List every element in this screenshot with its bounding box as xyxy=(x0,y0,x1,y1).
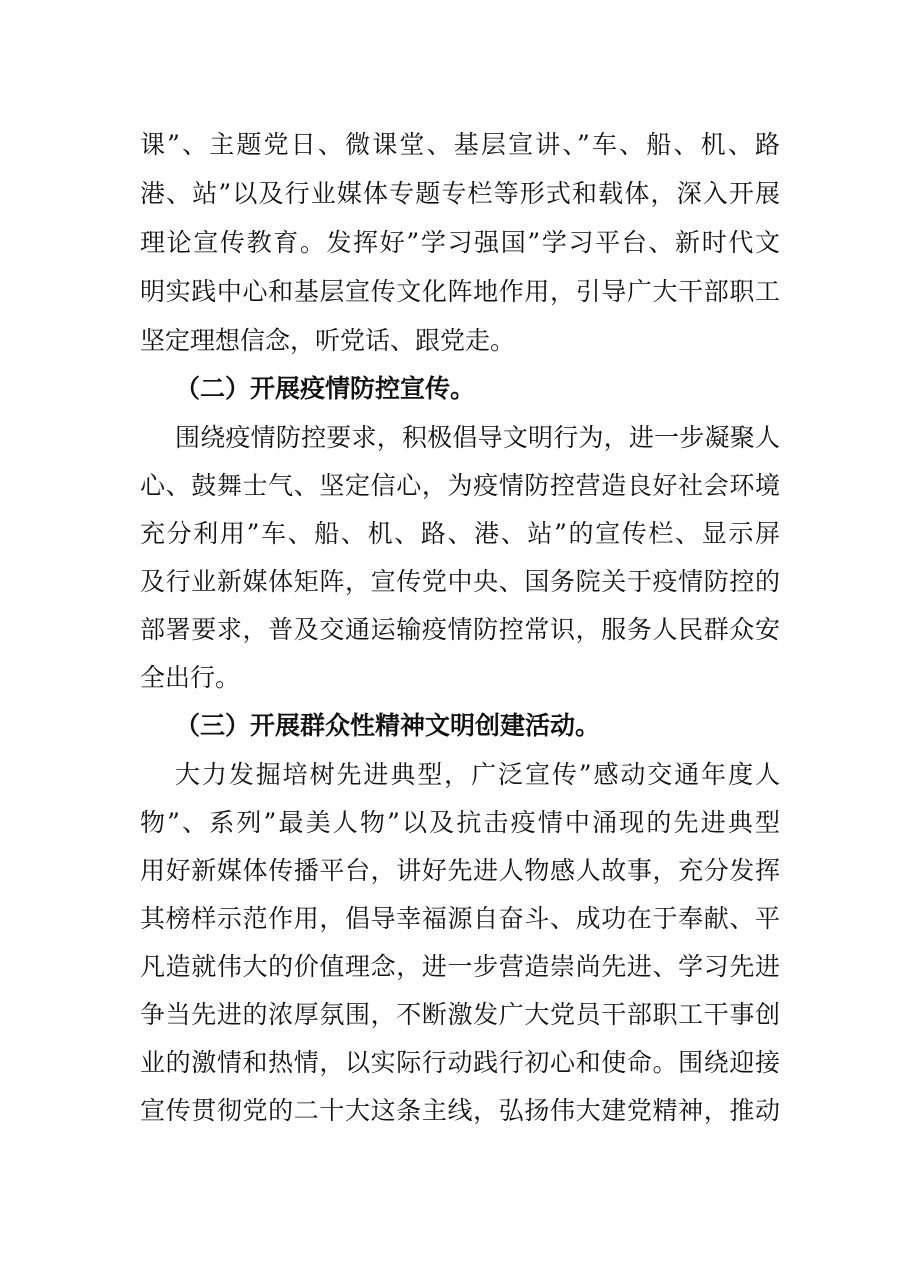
section-heading-2: （二）开展疫情防控宣传。 xyxy=(175,374,476,403)
paragraph-3-line-3: 用好新媒体传播平台，讲好先进人物感人故事，充分发挥 xyxy=(140,856,780,885)
paragraph-1-line-2: 港、站”以及行业媒体专题专栏等形式和载体，深入开展 xyxy=(140,179,780,208)
paragraph-3-line-8: 宣传贯彻党的二十大这条主线，弘扬伟大建党精神，推动 xyxy=(140,1096,780,1125)
paragraph-3-line-6: 争当先进的浓厚氛围，不断激发广大党员干部职工干事创 xyxy=(140,1000,780,1029)
paragraph-2-line-2: 心、鼓舞士气、坚定信心，为疫情防控营造良好社会环境 xyxy=(140,471,780,500)
paragraph-2-line-6: 全出行。 xyxy=(140,663,241,692)
paragraph-2-line-5: 部署要求，普及交通运输疫情防控常识，服务人民群众安 xyxy=(140,615,780,644)
paragraph-3-line-2: 物”、系列”最美人物”以及抗击疫情中涌现的先进典型 xyxy=(140,808,780,837)
paragraph-1-line-4: 明实践中心和基层宣传文化阵地作用，引导广大干部职工 xyxy=(140,277,780,306)
paragraph-3-line-4: 其榜样示范作用，倡导幸福源自奋斗、成功在于奉献、平 xyxy=(140,904,780,933)
paragraph-2-line-3: 充分利用”车、船、机、路、港、站”的宣传栏、显示屏 xyxy=(140,519,780,548)
paragraph-1-line-3: 理论宣传教育。发挥好”学习强国”学习平台、新时代文 xyxy=(140,228,780,257)
paragraph-1-line-5: 坚定理想信念，听党话、跟党走。 xyxy=(140,326,516,355)
paragraph-3-line-1: 大力发掘培树先进典型，广泛宣传”感动交通年度人 xyxy=(175,760,780,789)
section-heading-3: （三）开展群众性精神文明创建活动。 xyxy=(175,711,601,740)
paragraph-2-line-1: 围绕疫情防控要求，积极倡导文明行为，进一步凝聚人 xyxy=(175,423,780,452)
paragraph-2-line-4: 及行业新媒体矩阵，宣传党中央、国务院关于疫情防控的 xyxy=(140,567,780,596)
paragraph-1-line-1: 课”、主题党日、微课堂、基层宣讲、”车、船、机、路 xyxy=(140,130,780,159)
paragraph-3-line-5: 凡造就伟大的价值理念，进一步营造崇尚先进、学习先进 xyxy=(140,952,780,981)
paragraph-3-line-7: 业的激情和热情，以实际行动践行初心和使命。围绕迎接 xyxy=(140,1048,780,1077)
